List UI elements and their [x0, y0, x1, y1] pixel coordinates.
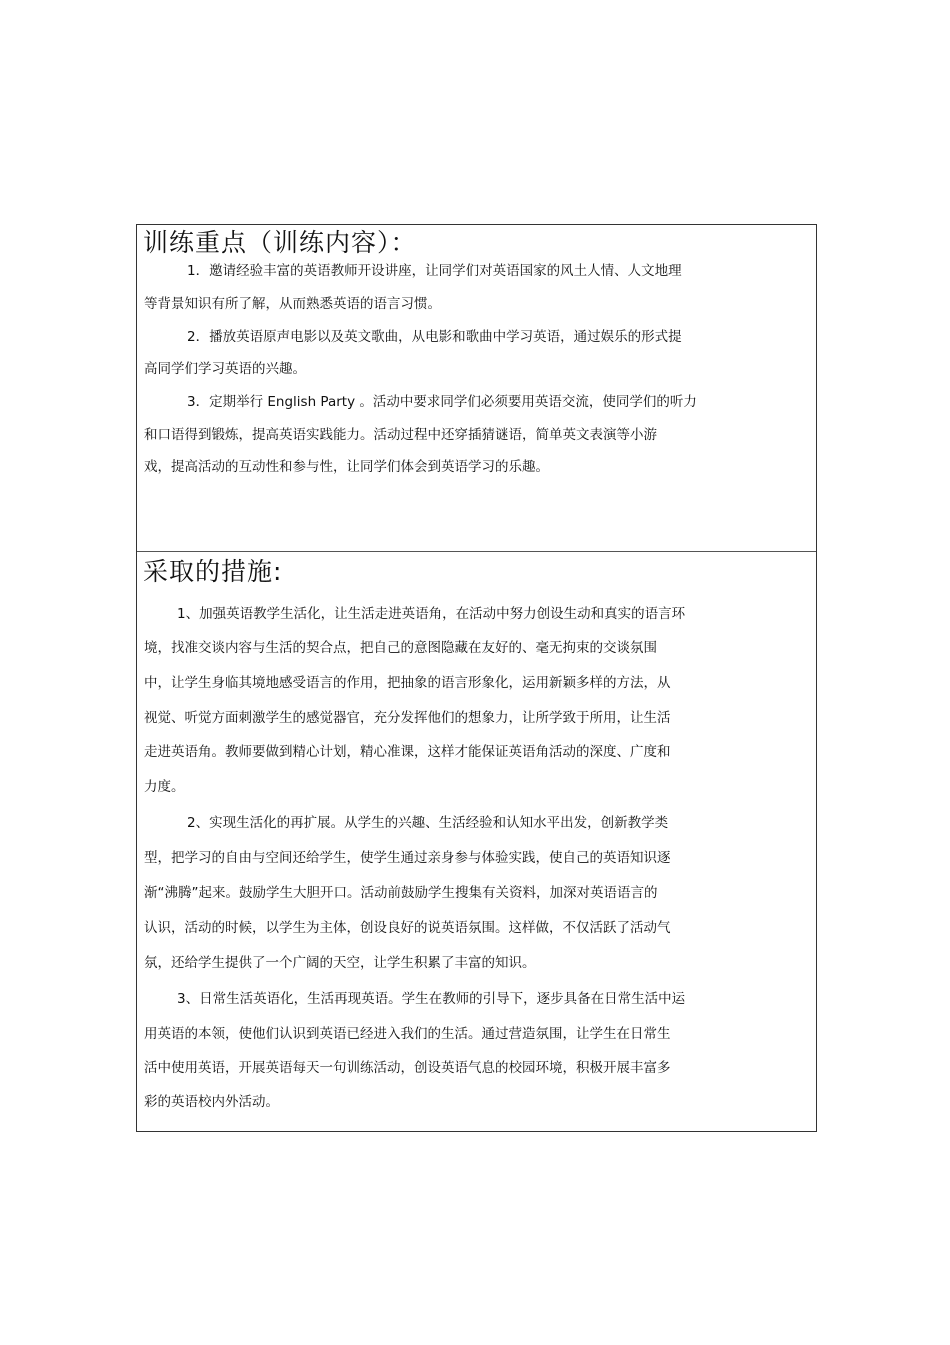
text-line: 高同学们学习英语的兴趣。	[144, 361, 306, 377]
training-focus-heading: 训练重点（训练内容）：	[143, 228, 417, 257]
content-table	[136, 224, 817, 1132]
text-line: 1．邀请经验丰富的英语教师开设讲座，让同学们对英语国家的风土人情、人文地理	[187, 263, 682, 279]
text-line: 境，找准交谈内容与生活的契合点，把自己的意图隐藏在友好的、毫无拘束的交谈氛围	[144, 640, 657, 656]
text-line: 3．定期举行 English Party 。活动中要求同学们必须要用英语交流，使同学们的听力	[187, 394, 697, 410]
text-line: 3、日常生活英语化，生活再现英语。学生在教师的引导下，逐步具备在日常生活中运	[177, 991, 686, 1007]
text-line: 氛，还给学生提供了一个广阔的天空，让学生积累了丰富的知识。	[144, 955, 536, 971]
training-focus-section	[137, 225, 816, 552]
text-line: 视觉、听觉方面刺激学生的感觉器官，充分发挥他们的想象力，让所学致于所用，让生活	[144, 710, 671, 726]
text-line: 彩的英语校内外活动。	[144, 1094, 279, 1110]
text-line: 认识，活动的时候，以学生为主体，创设良好的说英语氛围。这样做，不仅活跃了活动气	[144, 920, 671, 936]
text-line: 1、加强英语教学生活化，让生活走进英语角，在活动中努力创设生动和真实的语言环	[177, 606, 686, 622]
text-line: 2．播放英语原声电影以及英文歌曲，从电影和歌曲中学习英语，通过娱乐的形式提	[187, 329, 682, 345]
text-line: 活中使用英语，开展英语每天一句训练活动，创设英语气息的校园环境，积极开展丰富多	[144, 1060, 671, 1076]
text-line: 走进英语角。教师要做到精心计划，精心准课，这样才能保证英语角活动的深度、广度和	[144, 744, 671, 760]
text-line: 型，把学习的自由与空间还给学生，使学生通过亲身参与体验实践，使自己的英语知识逐	[144, 850, 671, 866]
text-line: 等背景知识有所了解，从而熟悉英语的语言习惯。	[144, 296, 441, 312]
text-line: 和口语得到锻炼，提高英语实践能力。活动过程中还穿插猜谜语，简单英文表演等小游	[144, 427, 657, 443]
text-line: 中，让学生身临其境地感受语言的作用，把抽象的语言形象化，运用新颖多样的方法，从	[144, 675, 671, 691]
text-line: 戏，提高活动的互动性和参与性，让同学们体会到英语学习的乐趣。	[144, 459, 549, 475]
measures-heading: 采取的措施:	[143, 557, 283, 586]
text-line: 力度。	[144, 779, 185, 795]
measures-section	[137, 552, 816, 1131]
text-line: 用英语的本领，使他们认识到英语已经进入我们的生活。通过营造氛围，让学生在日常生	[144, 1026, 671, 1042]
text-line: 渐“沸腾”起来。鼓励学生大胆开口。活动前鼓励学生搜集有关资料，加深对英语语言的	[144, 885, 658, 901]
text-line: 2、实现生活化的再扩展。从学生的兴趣、生活经验和认知水平出发，创新教学类	[187, 815, 669, 831]
